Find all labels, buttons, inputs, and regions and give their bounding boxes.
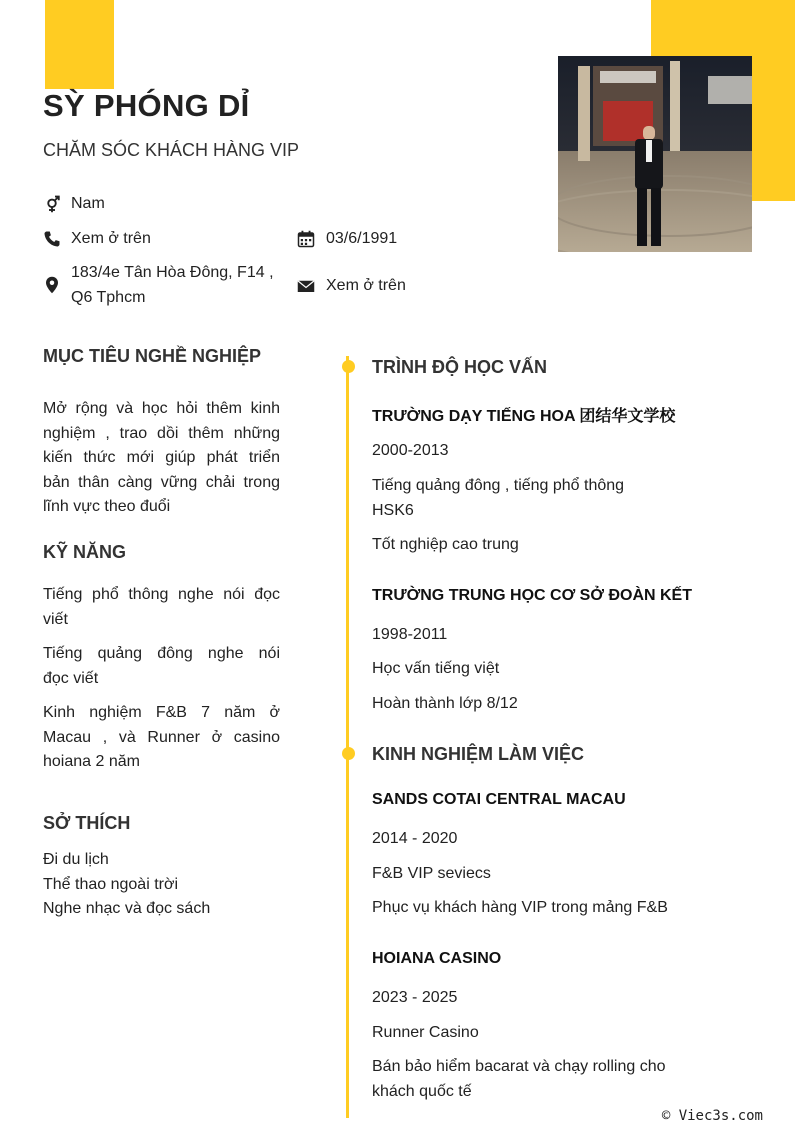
school-desc-line: Tiếng quảng đông , tiếng phổ thông <box>372 477 625 494</box>
address-line1: 183/4e Tân Hòa Đông, F14 , <box>71 264 274 281</box>
company-name: HOIANA CASINO <box>372 950 502 967</box>
hobby-item: Nghe nhạc và đọc sách <box>43 900 211 917</box>
objective-line: nghiệm , trao dồi thêm những <box>43 424 280 442</box>
hobbies-list <box>43 848 303 922</box>
objective-text <box>43 397 280 520</box>
phone-icon <box>43 230 61 248</box>
profile-photo <box>558 56 752 252</box>
objective-line: Mở rộng và học hỏi thêm kinh <box>43 400 280 417</box>
timeline-line <box>346 356 349 1118</box>
skill-item <box>43 583 280 632</box>
skill-line: Tiếng quảng đông nghe nói <box>43 645 280 662</box>
skill-item <box>43 642 280 691</box>
hobby-item: Đi du lịch <box>43 851 109 868</box>
location-pin-icon <box>43 276 61 294</box>
gender-row <box>43 191 283 216</box>
birthday-value: 03/6/1991 <box>326 230 398 247</box>
timeline-dot-experience <box>342 747 355 760</box>
experience-title: KINH NGHIỆM LÀM VIỆC <box>372 744 585 764</box>
objective-title: MỤC TIÊU NGHỀ NGHIỆP <box>43 346 262 366</box>
email-icon <box>297 277 315 295</box>
timeline-dot-education <box>342 360 355 373</box>
address-row <box>43 260 293 312</box>
skill-line: Tiếng phổ thông nghe nói đọc <box>43 586 280 603</box>
skill-line: hoiana 2 năm <box>43 753 140 770</box>
skill-line: viết <box>43 610 68 628</box>
skill-item <box>43 701 280 775</box>
school-desc: Học vấn tiếng việt <box>372 660 500 677</box>
job-desc: Phục vụ khách hàng VIP trong mảng F&B <box>372 899 668 916</box>
job-role: Runner Casino <box>372 1024 479 1041</box>
objective-line: kiến thức mới giúp phát triển <box>43 449 280 466</box>
school-desc-line: HSK6 <box>372 501 414 519</box>
copyright-footer: © Viec3s.com <box>661 1108 763 1124</box>
candidate-name: SỲ PHÓNG DỈ <box>43 88 250 123</box>
school-name: TRƯỜNG TRUNG HỌC CƠ SỞ ĐOÀN KẾT <box>372 587 692 604</box>
phone-value: Xem ở trên <box>71 230 151 247</box>
company-name: SANDS COTAI CENTRAL MACAU <box>372 791 626 808</box>
address-line2: Q6 Tphcm <box>71 289 146 306</box>
hobby-item: Thể thao ngoài trời <box>43 875 179 893</box>
objective-line: lĩnh vực theo đuổi <box>43 498 171 515</box>
phone-row <box>43 226 283 251</box>
education-title: TRÌNH ĐỘ HỌC VẤN <box>372 357 547 377</box>
job-period: 2023 - 2025 <box>372 989 458 1006</box>
job-desc-line: khách quốc tế <box>372 1082 472 1100</box>
email-value: Xem ở trên <box>326 277 406 294</box>
calendar-icon <box>297 230 315 248</box>
job-period: 2014 - 2020 <box>372 830 458 847</box>
birthday-row <box>297 226 497 251</box>
job-desc-line: Bán bảo hiểm bacarat và chạy rolling cho <box>372 1058 666 1075</box>
school-name: TRƯỜNG DẠY TIẾNG HOA 团结华文学校 <box>372 408 676 425</box>
job-role: F&B VIP seviecs <box>372 865 491 882</box>
email-row <box>297 273 497 298</box>
school-desc <box>372 474 692 523</box>
gender-value: Nam <box>71 195 105 212</box>
school-period: 1998-2011 <box>372 626 448 643</box>
skill-line: đọc viết <box>43 669 99 687</box>
job-desc <box>372 1055 702 1104</box>
gender-icon <box>43 195 61 213</box>
job-title: CHĂM SÓC KHÁCH HÀNG VIP <box>43 140 300 160</box>
hobbies-title: SỞ THÍCH <box>43 813 131 833</box>
skill-line: Macau , và Runner ở casino <box>43 728 280 746</box>
school-desc: Hoàn thành lớp 8/12 <box>372 695 518 712</box>
skills-title: KỸ NĂNG <box>43 542 127 562</box>
objective-line: bản thân càng vững chải trong <box>43 473 280 491</box>
school-period: 2000-2013 <box>372 442 449 459</box>
school-desc: Tốt nghiệp cao trung <box>372 536 519 553</box>
accent-block-left <box>45 0 114 89</box>
skill-line: Kinh nghiệm F&B 7 năm ở <box>43 704 280 721</box>
